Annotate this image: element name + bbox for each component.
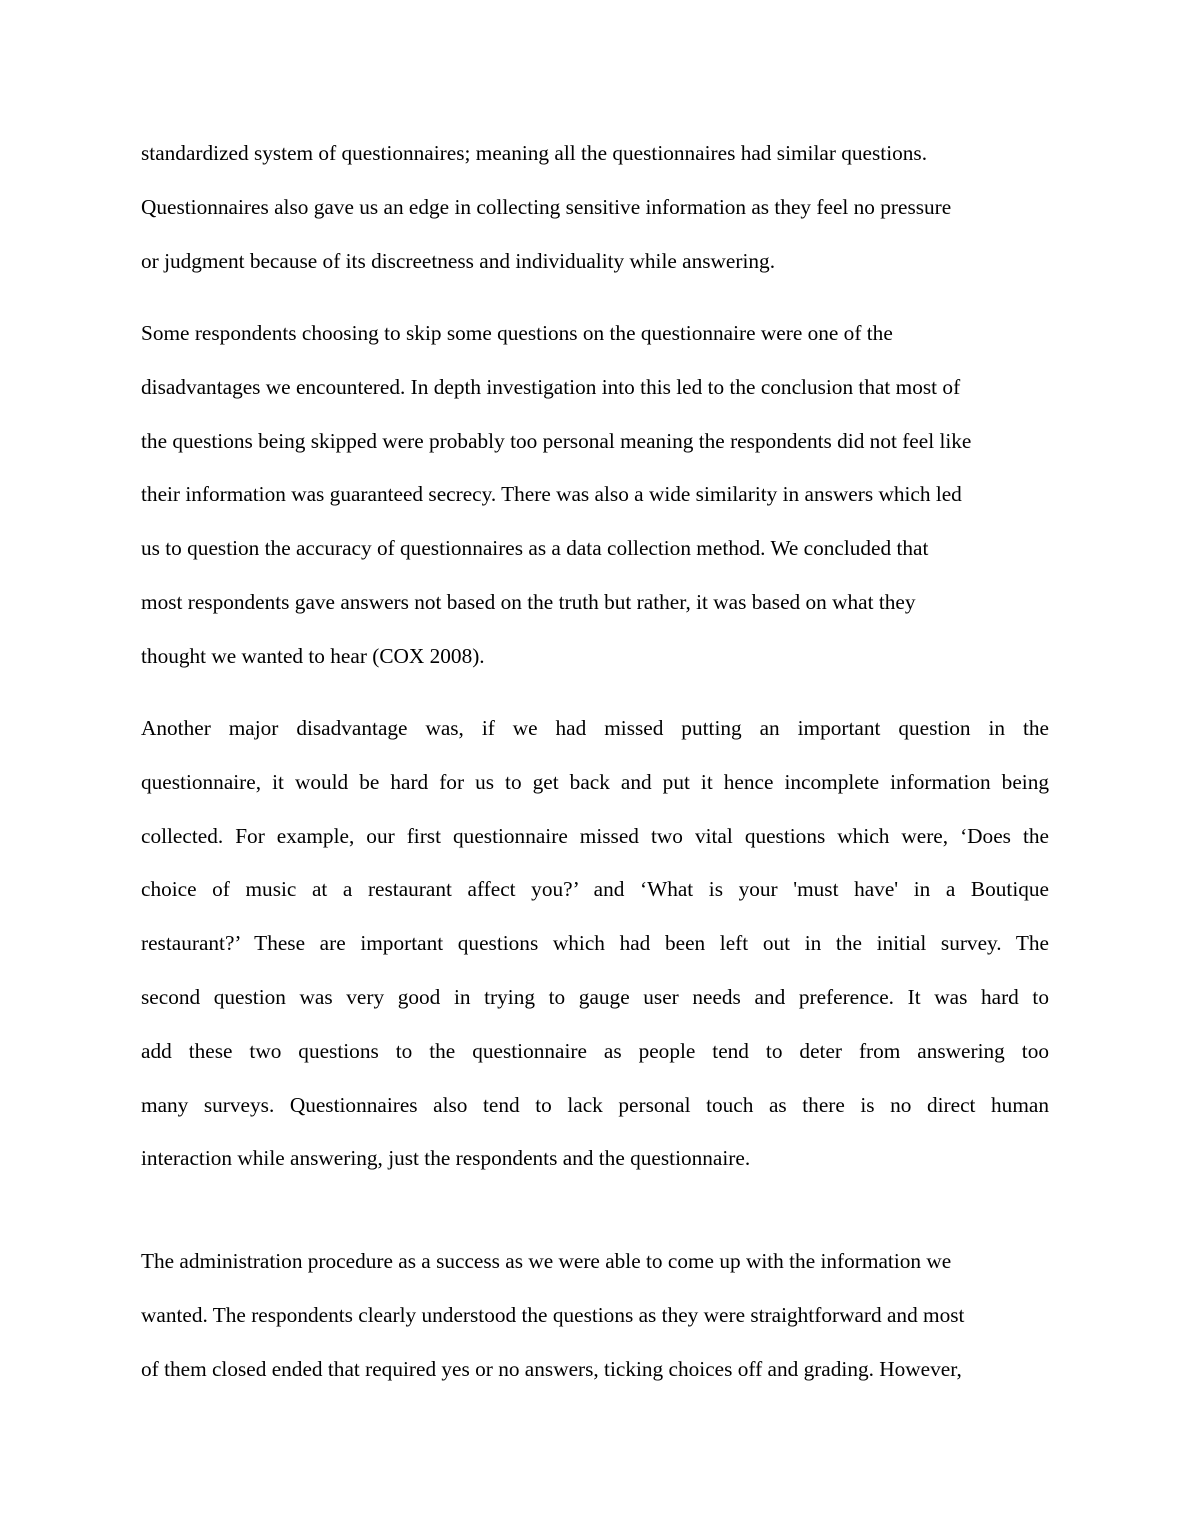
- text-line: interaction while answering, just the respondents and the questionnaire.: [141, 1146, 751, 1171]
- text-line: us to question the accuracy of questionnaires as a data collection method. We concluded that: [141, 536, 929, 561]
- text-line: restaurant?’ These are important questions which had been left out in the initial survey. The: [141, 931, 1049, 956]
- text-line: many surveys. Questionnaires also tend to lack personal touch as there is no direct human: [141, 1092, 1049, 1117]
- paragraph-major-disadvantage: [141, 702, 1049, 1186]
- text-line: or judgment because of its discreetness and individuality while answering.: [141, 248, 776, 273]
- text-line: most respondents gave answers not based on the truth but rather, it was based on what they: [141, 589, 916, 614]
- text-line: add these two questions to the questionnaire as people tend to deter from answering too: [141, 1038, 1049, 1063]
- text-line: disadvantages we encountered. In depth investigation into this led to the conclusion that most of: [141, 374, 961, 399]
- paragraph-administration-procedure: [141, 1235, 1049, 1396]
- text-line: of them closed ended that required yes or no answers, ticking choices off and grading. However,: [141, 1356, 962, 1381]
- text-line: the questions being skipped were probably too personal meaning the respondents did not feel like: [141, 428, 972, 453]
- text-line: their information was guaranteed secrecy. There was also a wide similarity in answers which led: [141, 482, 962, 507]
- text-line: thought we wanted to hear (COX 2008).: [141, 643, 485, 668]
- text-line: Some respondents choosing to skip some questions on the questionnaire were one of the: [141, 321, 893, 345]
- text-line: collected. For example, our first questionnaire missed two vital questions which were, ‘Does the: [141, 823, 1049, 848]
- text-line: standardized system of questionnaires; meaning all the questionnaires had similar questions.: [141, 141, 928, 165]
- paragraph-skipped-questions: [141, 307, 1049, 684]
- text-line: choice of music at a restaurant affect you?’ and ‘What is your 'must have' in a Boutique: [141, 877, 1049, 902]
- text-line: The administration procedure as a success as we were able to come up with the information we: [141, 1249, 952, 1273]
- text-line: Questionnaires also gave us an edge in collecting sensitive information as they feel no pressure: [141, 194, 952, 219]
- text-line: second question was very good in trying to gauge user needs and preference. It was hard to: [141, 984, 1049, 1009]
- text-line: Another major disadvantage was, if we had missed putting an important question in the: [141, 716, 1049, 740]
- text-line: questionnaire, it would be hard for us to get back and put it hence incomplete information being: [141, 769, 1049, 794]
- text-line: wanted. The respondents clearly understood the questions as they were straightforward and most: [141, 1302, 965, 1327]
- paragraph-questionnaire-advantages: [141, 127, 1049, 288]
